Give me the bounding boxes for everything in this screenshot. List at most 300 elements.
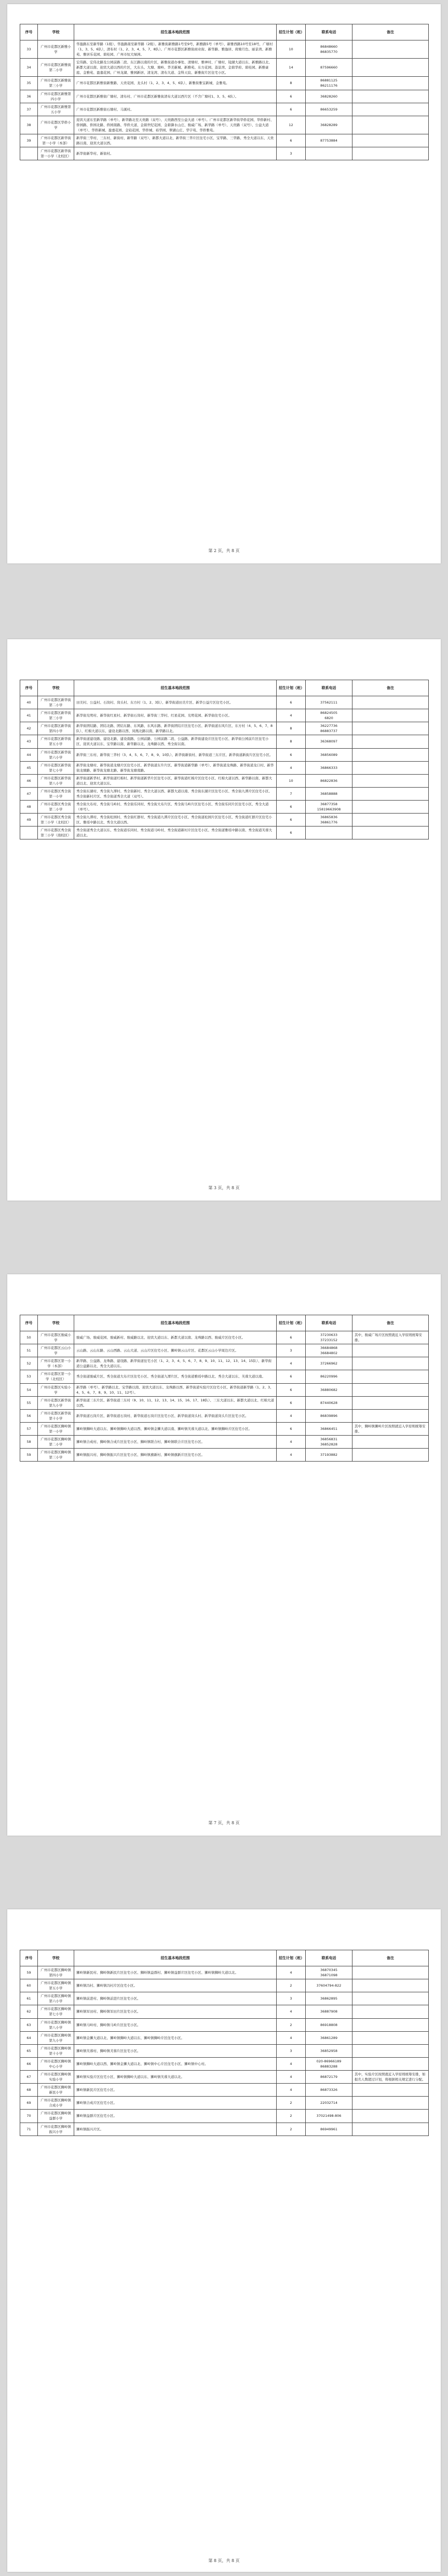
enrollment-range: 新华路、公益路、龙珠路、建设路、新华街道住宅小区（1、2、3、4、5、6、7、8、9、10、11、12、13、14、15队）、新华街道公益路以北、秀全大道以东。 bbox=[74, 1357, 277, 1370]
table-row bbox=[20, 2110, 429, 2123]
contact-phone: 37266962 bbox=[306, 1357, 352, 1370]
school-name: 广州市花都区狮岭镇实验小学 bbox=[38, 2071, 74, 2084]
table-row bbox=[20, 814, 429, 826]
contact-phone: 36866333 bbox=[306, 761, 352, 774]
enrollment-range: 秀全街道骏威片区、秀全街道大布片区住宅小区、秀全街道九潭片区、秀全街道雅瑶中路以北、秀全大道以东、芙蓉大道以南。 bbox=[74, 1370, 277, 1383]
remark bbox=[352, 2005, 429, 2018]
school-name: 广州市花都区新华街第一小学（本部） bbox=[38, 134, 74, 147]
remark bbox=[352, 1344, 429, 1357]
row-number: 48 bbox=[20, 801, 38, 814]
contact-phone: 37604794-822 bbox=[306, 1979, 352, 1992]
contact-phone: 36880682 bbox=[306, 1383, 352, 1396]
contact-phone: 36227736 86883737 bbox=[306, 722, 352, 735]
header-plan: 招生计划（班） bbox=[277, 1315, 306, 1331]
table-row bbox=[20, 1409, 429, 1422]
table-row bbox=[20, 59, 429, 77]
enrollment-table bbox=[20, 24, 429, 160]
class-plan: 4 bbox=[277, 2005, 306, 2018]
school-name: 广州市花都区秀全街第二小学 bbox=[38, 801, 74, 814]
enrollment-range: 华盈路东至新华路（1级）、华盈路南至新华路（2级）。新雅街新雅路1号至9号，新雅路5号（单号）、新雅西路10号至18号，广塘村（1、3、5、6队），清布村（1、2、3、4、5、7、8队）。广州市花都区新雅街商业街、新华路、雅逸居、荷塘月色、丽景湾、新雅苑、雅居乐花园、碧桂园、广州市恒大绿洲。 bbox=[74, 40, 277, 59]
remark bbox=[352, 1979, 429, 1992]
remark bbox=[352, 2031, 429, 2044]
enrollment-table bbox=[20, 1315, 429, 1462]
contact-phone: 86822836 bbox=[306, 774, 352, 787]
enrollment-range: 广州市花都区新雅街新雅路、天贵花园、龙头村（1、2、3、4、5、6队）、新雅街雅宝新城、金雅苑。 bbox=[74, 77, 277, 90]
school-name: 广州市花都区新华街第三小学 bbox=[38, 709, 74, 722]
enrollment-range: 狮岭镇合成片区住宅小区。 bbox=[74, 2097, 277, 2110]
school-name: 广州市花都区第一小学（北校区） bbox=[38, 1370, 74, 1383]
row-number: 57 bbox=[20, 1422, 38, 1435]
remark bbox=[352, 2123, 429, 2136]
school-name: 广州市花都区新华街第九小学 bbox=[38, 1396, 74, 1409]
class-plan: 8 bbox=[277, 722, 306, 735]
enrollment-range: 广州市花都区新雅街石塘村、马溪村。 bbox=[74, 103, 277, 116]
remark bbox=[352, 2110, 429, 2123]
contact-phone: 36861289 bbox=[306, 2031, 352, 2044]
header-no: 序号 bbox=[20, 1315, 38, 1331]
class-plan: 6 bbox=[277, 1383, 306, 1396]
row-number: 62 bbox=[20, 2005, 38, 2018]
school-name: 广州市花都区新华街第六小学 bbox=[38, 748, 74, 761]
enrollment-table bbox=[20, 1950, 429, 2136]
enrollment-range: 狮岭镇益群片区住宅小区。 bbox=[74, 2110, 277, 2123]
header-no: 序号 bbox=[20, 680, 38, 696]
row-number: 63 bbox=[20, 2018, 38, 2031]
class-plan: 14 bbox=[277, 59, 306, 77]
row-number: 41 bbox=[20, 709, 38, 722]
enrollment-range: 狮岭镇狮岭大道以西、狮岭镇金狮大道以北、狮岭镇中心片区住宅小区、狮岭镇中心村。 bbox=[74, 2057, 277, 2070]
table-row bbox=[20, 787, 429, 800]
row-number: 58 bbox=[20, 1436, 38, 1449]
remark bbox=[352, 116, 429, 134]
contact-phone: 87440628 bbox=[306, 1396, 352, 1409]
contact-phone: 36866451 bbox=[306, 1422, 352, 1435]
contact-phone: 86653259 bbox=[306, 103, 352, 116]
enrollment-range: 新华街道石岗片区、新华街道石岗村、新华街道石岗片区住宅小区、新华街道岗头村、新华街道岗头片区住宅小区。 bbox=[74, 1409, 277, 1422]
table-row bbox=[20, 1331, 429, 1344]
remark bbox=[352, 147, 429, 160]
enrollment-range: 狮岭镇芙蓉村、狮岭镇芙蓉片区住宅小区。 bbox=[74, 2044, 277, 2057]
contact-phone: 36828260 bbox=[306, 90, 352, 103]
contact-phone: 87596660 bbox=[306, 59, 352, 77]
enrollment-range: 新华街新华村、新街村。 bbox=[74, 147, 277, 160]
school-name: 广州市花都区狮岭镇第七小学 bbox=[38, 2005, 74, 2018]
class-plan: 4 bbox=[277, 1449, 306, 1462]
remark bbox=[352, 1370, 429, 1383]
class-plan: 4 bbox=[277, 709, 306, 722]
contact-phone: 020-86966189 86883288 bbox=[306, 2057, 352, 2070]
school-name: 广州市花都区狮岭镇第四小学 bbox=[38, 1966, 74, 1979]
row-number bbox=[20, 147, 38, 160]
enrollment-range: 新华街三东村、新华街三华村（3、4、5、6、7、8、9、10队）、新华街新街村、新华街道三东片区、新华街道新街片区住宅小区。 bbox=[74, 748, 277, 761]
enrollment-range: 广州市花都区新雅街广塘村、清布村、广州市花都区新雅街清布大道以西片区（不含广塘村1、3、5、6队）。 bbox=[74, 90, 277, 103]
row-number: 56 bbox=[20, 1409, 38, 1422]
class-plan: 6 bbox=[277, 1422, 306, 1435]
school-name: 广州市花都区新华街第八小学 bbox=[38, 774, 74, 787]
table-header-row bbox=[20, 1315, 429, 1331]
class-plan: 2 bbox=[277, 2123, 306, 2136]
remark bbox=[352, 103, 429, 116]
page-footer: 第 2 页，共 8 页 bbox=[208, 548, 240, 553]
contact-phone bbox=[306, 826, 352, 839]
header-no: 序号 bbox=[20, 1950, 38, 1966]
enrollment-range: 新华街龙塘村、新华街道龙塘片区住宅小区、新华街道东升片区、新华街道新华路（单号）、新华街道龙珠路、新华街道龙口村、新华街龙塘路、新华街龙塘北路、新华街龙塘南路。 bbox=[74, 761, 277, 774]
class-plan: 6 bbox=[277, 1370, 306, 1383]
table-row bbox=[20, 40, 429, 59]
row-number: 70 bbox=[20, 2110, 38, 2123]
school-name: 广州市花都区华侨小学 bbox=[38, 116, 74, 134]
table-row bbox=[20, 709, 429, 722]
class-plan: 2 bbox=[277, 2018, 306, 2031]
header-tel: 联系电话 bbox=[306, 24, 352, 40]
school-name: 广州市花都区狮岭镇中心小学 bbox=[38, 2057, 74, 2070]
row-number: 54 bbox=[20, 1383, 38, 1396]
remark bbox=[352, 2018, 429, 2031]
table-row bbox=[20, 1979, 429, 1992]
enrollment-range: 狮岭镇新民村、狮岭镇新民片区住宅小区、狮岭镇益群村、狮岭镇益群片区住宅小区、狮岭镇狮岭大道以北。 bbox=[74, 1966, 277, 1979]
table-header-row bbox=[20, 680, 429, 696]
table-row bbox=[20, 722, 429, 735]
enrollment-range: 狮岭镇合成村、狮岭镇合成片区住宅小区、狮岭镇联合村、狮岭镇联合片区住宅小区。 bbox=[74, 1436, 277, 1449]
enrollment-range: 秀全街东湖村、秀全街九潭村、秀全街新村、秀全大道以西、新都大道以南、秀全街东湖片区住宅小区、秀全街九潭片区住宅小区、秀全街新村片区、秀全街道秀全大道（双号）。 bbox=[74, 787, 277, 800]
table-row bbox=[20, 774, 429, 787]
class-plan: 6 bbox=[277, 1396, 306, 1409]
school-name: 广州市花都区狮岭镇第二小学 bbox=[38, 1436, 74, 1449]
table-row bbox=[20, 696, 429, 709]
school-name: 广州市花都区狮岭镇新民小学 bbox=[38, 2084, 74, 2097]
school-name: 广州市花都区新华街第七小学 bbox=[38, 761, 74, 774]
row-number: 46 bbox=[20, 774, 38, 787]
contact-phone: 36862895 bbox=[306, 1992, 352, 2005]
row-number: 43 bbox=[20, 735, 38, 748]
contact-phone: 37021498-806 bbox=[306, 2110, 352, 2123]
row-number: 36 bbox=[20, 90, 38, 103]
class-plan: 4 bbox=[277, 1357, 306, 1370]
contact-phone: 36368097 bbox=[306, 735, 352, 748]
enrollment-range: 新华街光明村、新华街红星村、新华街石岗村、新华街三华村、红星花园、光明花园、新华街住宅小区。 bbox=[74, 709, 277, 722]
class-plan: 10 bbox=[277, 40, 306, 59]
class-plan: 2 bbox=[277, 1979, 306, 1992]
enrollment-range: 田美村、公益村、石岗村、岗头村、东方村（1、2、3队）、新华街道田美片区、新华公益片区住宅小区。 bbox=[74, 696, 277, 709]
row-number: 55 bbox=[20, 1396, 38, 1409]
school-name: 广州市花都区狮岭镇第五小学 bbox=[38, 1979, 74, 1992]
remark bbox=[352, 2097, 429, 2110]
document-page bbox=[7, 4, 441, 563]
class-plan: 4 bbox=[277, 1409, 306, 1422]
table-row bbox=[20, 1449, 429, 1462]
remark bbox=[352, 2057, 429, 2070]
page-footer: 第 3 页，共 8 页 bbox=[208, 1186, 240, 1190]
document-page bbox=[7, 639, 441, 1201]
header-plan: 招生计划（班） bbox=[277, 24, 306, 40]
contact-phone: 86881125 86211176 bbox=[306, 77, 352, 90]
contact-phone: 86848660 86835770 bbox=[306, 40, 352, 59]
school-name: 广州市花都区狮岭镇第九小学 bbox=[38, 2031, 74, 2044]
contact-phone: 36870345 36871098 bbox=[306, 1966, 352, 1979]
remark bbox=[352, 59, 429, 77]
table-row bbox=[20, 2005, 429, 2018]
enrollment-range: 狮岭镇马岭村、狮岭镇马岭片区住宅小区。 bbox=[74, 2018, 277, 2031]
class-plan: 3 bbox=[277, 1992, 306, 2005]
table-row bbox=[20, 2097, 429, 2110]
header-school: 学校 bbox=[38, 680, 74, 696]
table-row bbox=[20, 2057, 429, 2070]
school-name: 广州市花都区狮岭镇第六小学 bbox=[38, 1992, 74, 2005]
enrollment-range: 秀全街九潭村、秀全街松园村、秀全街红群村、秀全街道九潭片区住宅小区、秀全街道松园片区住宅小区、秀全街道红群片区住宅小区、雅瑶中路以北、秀全大道以西。 bbox=[74, 814, 277, 826]
contact-phone: 36865836 36861776 bbox=[306, 814, 352, 826]
contact-phone: 36877358 15819663908 bbox=[306, 801, 352, 814]
row-number: 59 bbox=[20, 1966, 38, 1979]
row-number: 45 bbox=[20, 761, 38, 774]
row-number bbox=[20, 826, 38, 839]
enrollment-range: 宏伟路、宏伟北路及公园前路二段、东江路以南的片区，新雅街道办事处、清塘村、雅神村、广塘村、镜湖大道以东、新雅路以北、新都大道以南、迎宾大道以西的片区，大东头、大塘、塘岭、华美新城、新雅苑、东方花园、荔景湾、金碧华府、碧桂园、新雅豪庭、金雅苑、盈嘉花园、广州龙湖、雅园新居、清龙湾、清布大道、金科天宸、新雅街片区住宅小区。 bbox=[74, 59, 277, 77]
remark bbox=[352, 774, 429, 787]
enrollment-range: 狮岭镇冯村、狮岭镇冯村片区住宅小区。 bbox=[74, 1979, 277, 1992]
remark bbox=[352, 801, 429, 814]
header-note: 备注 bbox=[352, 1315, 429, 1331]
enrollment-range: 新华街道三东片区、新华街道三东村（9、10、11、12、13、14、15、16、17、18队）、三东大道以东、新都大道以北、红棉大道以西。 bbox=[74, 1396, 277, 1409]
table-row bbox=[20, 1370, 429, 1383]
row-number: 61 bbox=[20, 1992, 38, 2005]
table-row bbox=[20, 826, 429, 839]
school-name: 广州市花都区第一小学（本部） bbox=[38, 1357, 74, 1370]
school-name: 广州市花都区狮岭镇第十小学 bbox=[38, 2044, 74, 2057]
row-number: 49 bbox=[20, 814, 38, 826]
enrollment-range: 狮岭镇振兴片区。 bbox=[74, 2123, 277, 2136]
row-number: 71 bbox=[20, 2123, 38, 2136]
header-note: 备注 bbox=[352, 24, 429, 40]
contact-phone: 86949961 bbox=[306, 2123, 352, 2136]
remark bbox=[352, 1449, 429, 1462]
school-name: 广州市花都区实验小学 bbox=[38, 1383, 74, 1396]
table-row bbox=[20, 2084, 429, 2097]
table-row bbox=[20, 90, 429, 103]
contact-phone: 36858888 bbox=[306, 787, 352, 800]
header-note: 备注 bbox=[352, 1950, 429, 1966]
class-plan: 4 bbox=[277, 2071, 306, 2084]
class-plan: 6 bbox=[277, 814, 306, 826]
header-tel: 联系电话 bbox=[306, 1950, 352, 1966]
header-no: 序号 bbox=[20, 24, 38, 40]
contact-phone: 86872179 bbox=[306, 2071, 352, 2084]
school-name: 广州市花都区秀全街第三小学（南校区） bbox=[38, 826, 74, 839]
contact-phone: 36887908 bbox=[306, 2005, 352, 2018]
remark: 其中，骏威广场片区按照就近入学原则统筹安排。 bbox=[352, 1331, 429, 1344]
class-plan: 6 bbox=[277, 826, 306, 839]
page-footer: 第 7 页，共 8 页 bbox=[208, 1821, 240, 1825]
enrollment-table bbox=[20, 680, 429, 839]
remark bbox=[352, 1436, 429, 1449]
contact-phone: 36828289 bbox=[306, 116, 352, 134]
contact-phone: 86220996 bbox=[306, 1370, 352, 1383]
row-number: 64 bbox=[20, 2031, 38, 2044]
school-name: 广州市花都区新雅第四小学 bbox=[38, 90, 74, 103]
row-number: 37 bbox=[20, 103, 38, 116]
row-number: 65 bbox=[20, 2044, 38, 2057]
class-plan: 6 bbox=[277, 90, 306, 103]
row-number: 59 bbox=[20, 1449, 38, 1462]
table-row bbox=[20, 2071, 429, 2084]
contact-phone: 37193882 bbox=[306, 1449, 352, 1462]
enrollment-range: 狮岭镇狮岭大道以东、狮岭镇狮岭大道以西、狮岭镇金狮大道以南、狮岭镇芙蓉大道以北、狮岭镇狮岭片区住宅小区。 bbox=[74, 1422, 277, 1435]
class-plan: 12 bbox=[277, 116, 306, 134]
school-name: 广州市花都区新雅街第二小学 bbox=[38, 59, 74, 77]
class-plan: 3 bbox=[277, 1344, 306, 1357]
page-footer: 第 8 页，共 8 页 bbox=[208, 2558, 240, 2563]
contact-phone: 86824505 6820 bbox=[306, 709, 352, 722]
remark bbox=[352, 90, 429, 103]
header-plan: 招生计划（班） bbox=[277, 1950, 306, 1966]
table-row bbox=[20, 761, 429, 774]
table-row bbox=[20, 735, 429, 748]
header-school: 学校 bbox=[38, 1950, 74, 1966]
table-row bbox=[20, 748, 429, 761]
contact-phone: 36856831 36852828 bbox=[306, 1436, 352, 1449]
table-row bbox=[20, 1992, 429, 2005]
remark bbox=[352, 814, 429, 826]
table-row bbox=[20, 1396, 429, 1409]
remark bbox=[352, 1966, 429, 1979]
school-name: 广州市花都区狮岭镇益群小学 bbox=[38, 2110, 74, 2123]
row-number: 42 bbox=[20, 722, 38, 735]
row-number: 34 bbox=[20, 59, 38, 77]
table-row bbox=[20, 77, 429, 90]
header-range: 招生基本地段范围 bbox=[74, 24, 277, 40]
row-number: 51 bbox=[20, 1344, 38, 1357]
remark bbox=[352, 134, 429, 147]
class-plan: 4 bbox=[277, 1436, 306, 1449]
table-row bbox=[20, 147, 429, 160]
remark bbox=[352, 709, 429, 722]
remark bbox=[352, 1383, 429, 1396]
remark bbox=[352, 77, 429, 90]
table-row bbox=[20, 2123, 429, 2136]
school-name: 广州市花都区狮岭镇第三小学 bbox=[38, 1449, 74, 1462]
school-name: 广州市花都区新华街第十小学 bbox=[38, 1409, 74, 1422]
enrollment-range: 迎宾大道东至新华路（单号）、新华路北至天贵路（双号）、天贵路西至公益大道（单号）。广州市花都区新华街华侨花园、华侨新村、侨园路、侨园北路、侨园南路、华侨大道、金碧世纪花园、金碧御水山庄、骏威广场、新华路（单号）、天贵路（双号）、公益大道（单号）、华侨新城、盈嘉花园、金铂花园、华侨城、裕华园、翠湖山庄、华宇苑、华侨雅苑。 bbox=[74, 116, 277, 134]
enrollment-range: 新华路（单号）、新华路以北、宝华路以南、迎宾大道以东、龙珠路以西、新华街道实验片区住宅小区、新华街道新华路（1、2、3、4、5、6、7、8、9、10、11、12号）。 bbox=[74, 1383, 277, 1396]
row-number: 52 bbox=[20, 1357, 38, 1370]
row-number: 69 bbox=[20, 2097, 38, 2110]
remark bbox=[352, 2044, 429, 2057]
class-plan: 6 bbox=[277, 103, 306, 116]
header-school: 学校 bbox=[38, 1315, 74, 1331]
enrollment-range: 骏威广场、骏威花园、骏威新村、骏威路以北、迎宾大道以东、新都大道以南、龙珠路以西、骏威片区住宅小区。 bbox=[74, 1331, 277, 1344]
class-plan: 8 bbox=[277, 735, 306, 748]
school-name: 广州市花都区新雅第五小学 bbox=[38, 103, 74, 116]
class-plan: 2 bbox=[277, 2097, 306, 2110]
school-name: 广州市花都区新雅小学 bbox=[38, 40, 74, 59]
class-plan: 7 bbox=[277, 787, 306, 800]
row-number: 60 bbox=[20, 1979, 38, 1992]
remark: 其中，狮岭镇狮岭片区按照就近入学原则统筹安排。 bbox=[352, 1422, 429, 1435]
contact-phone: 37562111 bbox=[306, 696, 352, 709]
table-row bbox=[20, 1344, 429, 1357]
header-note: 备注 bbox=[352, 680, 429, 696]
remark bbox=[352, 40, 429, 59]
table-row bbox=[20, 1422, 429, 1435]
row-number: 44 bbox=[20, 748, 38, 761]
row-number: 68 bbox=[20, 2084, 38, 2097]
header-plan: 招生计划（班） bbox=[277, 680, 306, 696]
table-row bbox=[20, 1357, 429, 1370]
school-name: 广州市花都区新华街第四小学 bbox=[38, 722, 74, 735]
class-plan: 3 bbox=[277, 147, 306, 160]
contact-phone: 36684868 36684802 bbox=[306, 1344, 352, 1357]
school-name: 广州市花都区狮岭镇振兴小学 bbox=[38, 2123, 74, 2136]
row-number: 66 bbox=[20, 2057, 38, 2070]
remark bbox=[352, 735, 429, 748]
remark bbox=[352, 1357, 429, 1370]
enrollment-range: 狮岭镇前进村、狮岭镇前进片区住宅小区。 bbox=[74, 1992, 277, 2005]
class-plan: 4 bbox=[277, 761, 306, 774]
table-row bbox=[20, 134, 429, 147]
class-plan: 4 bbox=[277, 2031, 306, 2044]
contact-phone: 86839896 bbox=[306, 1409, 352, 1422]
contact-phone: 22032714 bbox=[306, 2097, 352, 2110]
enrollment-range: 狮岭镇新民片区住宅小区。 bbox=[74, 2084, 277, 2097]
enrollment-range: 新华街三华村、三东村、新街村、新华路（双号）、新都大道以北、新华街三华片区住宅小区、宝华路、三华路、秀全大道以东、天贵路以南、迎宾大道以西。 bbox=[74, 134, 277, 147]
enrollment-range: 狮岭镇振兴村、狮岭镇振兴片区住宅小区、狮岭镇旗新村、狮岭镇旗新片区住宅小区。 bbox=[74, 1449, 277, 1462]
row-number: 67 bbox=[20, 2071, 38, 2084]
school-name: 广州市花都区骏威小学 bbox=[38, 1331, 74, 1344]
class-plan: 6 bbox=[277, 696, 306, 709]
remark bbox=[352, 748, 429, 761]
enrollment-range: 云山路、云山东路、云山西路、云山大道、云山片区住宅小区、狮岭镇云山片区、花都区云山小学周边片区。 bbox=[74, 1344, 277, 1357]
table-row bbox=[20, 1383, 429, 1396]
table-row bbox=[20, 116, 429, 134]
class-plan: 4 bbox=[277, 1966, 306, 1979]
table-row bbox=[20, 2018, 429, 2031]
class-plan: 4 bbox=[277, 2084, 306, 2097]
remark bbox=[352, 722, 429, 735]
table-row bbox=[20, 2044, 429, 2057]
contact-phone bbox=[306, 147, 352, 160]
table-header-row bbox=[20, 24, 429, 40]
header-school: 学校 bbox=[38, 24, 74, 40]
row-number: 40 bbox=[20, 696, 38, 709]
row-number: 35 bbox=[20, 77, 38, 90]
row-number: 50 bbox=[20, 1331, 38, 1344]
school-name: 广州市花都区云山小学 bbox=[38, 1344, 74, 1357]
contact-phone: 37230633 37233152 bbox=[306, 1331, 352, 1344]
school-name: 广州市花都区狮岭镇第八小学 bbox=[38, 2018, 74, 2031]
school-name: 广州市花都区新雅街第三小学 bbox=[38, 77, 74, 90]
table-row bbox=[20, 1966, 429, 1979]
header-range: 招生基本地段范围 bbox=[74, 1315, 277, 1331]
remark bbox=[352, 826, 429, 839]
contact-phone: 87753884 bbox=[306, 134, 352, 147]
enrollment-range: 狮岭镇金狮大道以北、狮岭镇狮岭大道以东、狮岭镇狮岭片区住宅小区。 bbox=[74, 2031, 277, 2044]
school-name: 广州市花都区新华街第五小学 bbox=[38, 735, 74, 748]
remark bbox=[352, 1396, 429, 1409]
class-plan: 4 bbox=[277, 2057, 306, 2070]
header-tel: 联系电话 bbox=[306, 1315, 352, 1331]
row-number: 47 bbox=[20, 787, 38, 800]
class-plan: 8 bbox=[277, 77, 306, 90]
class-plan: 6 bbox=[277, 1331, 306, 1344]
enrollment-range: 狮岭镇实验片区住宅小区、狮岭镇狮岭大道以东、狮岭镇芙蓉大道以北。 bbox=[74, 2071, 277, 2084]
header-range: 招生基本地段范围 bbox=[74, 680, 277, 696]
enrollment-range: 新华街道新华村、新华街道红棉村、新华街道新华片区住宅小区、新华街道红棉片区住宅小区、红棉大道以西、新华路以南、新都大道以北、迎宾大道以东。 bbox=[74, 774, 277, 787]
school-name: 广州市花都区新华街第二小学 bbox=[38, 696, 74, 709]
remark bbox=[352, 2084, 429, 2097]
enrollment-range: 秀全街大布村、秀全街马岭村、秀全街乐同村、秀全街大布片区、秀全街马岭片区住宅小区、秀全街乐同片区住宅小区、秀全大道（单号）。 bbox=[74, 801, 277, 814]
school-name: 广州市花都区狮岭镇第一小学 bbox=[38, 1422, 74, 1435]
contact-phone: 36852958 bbox=[306, 2044, 352, 2057]
class-plan: 6 bbox=[277, 748, 306, 761]
remark bbox=[352, 1992, 429, 2005]
